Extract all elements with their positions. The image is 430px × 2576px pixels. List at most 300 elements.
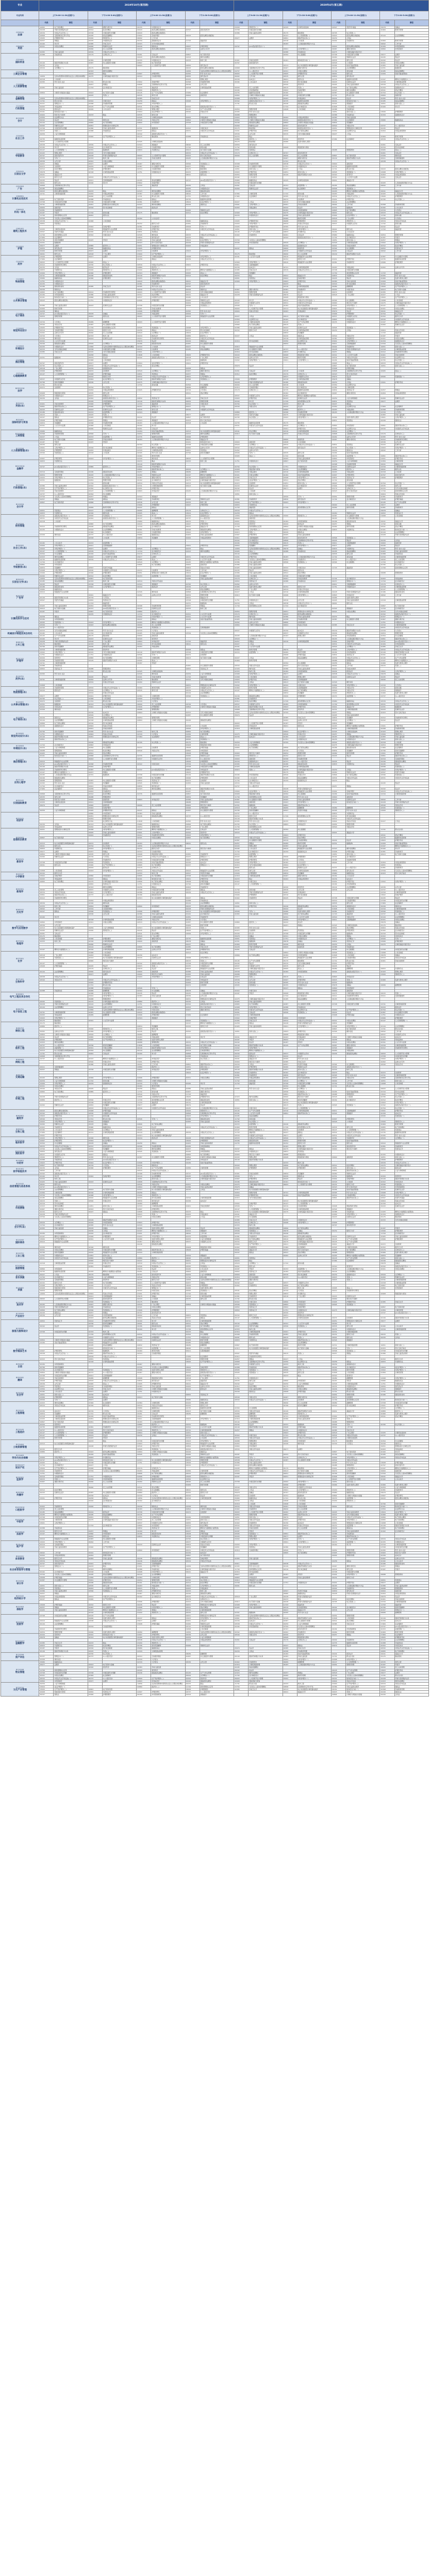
course-code: 00043	[137, 280, 151, 282]
course-name: 学前教育原理	[297, 618, 331, 621]
course-code: 03350	[331, 383, 345, 386]
course-name: 英美文学选读	[394, 493, 428, 495]
course-name: 预防医学(二)	[394, 733, 428, 735]
course-code: 02384	[137, 656, 151, 659]
course-name: 刑法学	[54, 583, 88, 585]
major-name: 英语	[18, 47, 23, 50]
course-code: 00518	[185, 356, 200, 359]
course-code: 00160	[283, 291, 297, 293]
course-name: 工作分析	[394, 594, 428, 596]
course-name: 零售学	[394, 236, 428, 239]
course-name: 比较教育	[151, 747, 185, 749]
course-code: 00795	[137, 741, 151, 743]
course-name: 预防医学(二)	[151, 269, 185, 272]
course-name: 线性代数(经管类)	[346, 793, 380, 795]
course-name: 民事诉讼法学	[102, 337, 136, 340]
course-code: 00381	[137, 201, 151, 204]
course-name: 中国现代文学史	[249, 395, 283, 397]
course-code: 00153	[331, 454, 345, 457]
course-name: 税收筹划	[297, 422, 331, 425]
course-code: 02384	[331, 386, 345, 389]
course-code: 00894	[234, 624, 249, 626]
course-code: 04735	[185, 198, 200, 200]
course-code: 04737	[283, 348, 297, 351]
course-code: 00249	[185, 288, 200, 291]
course-name: 经济法学	[151, 334, 185, 337]
course-name: 马克思主义基本原理概论	[297, 711, 331, 714]
course-code: 03002	[331, 790, 345, 793]
course-name: 大学语文	[151, 700, 185, 703]
course-name: 操作系统	[151, 457, 185, 460]
course-name: 幼儿园组织与管理	[200, 665, 234, 667]
course-name: 现代汉语	[151, 408, 185, 411]
course-name: 当代中国政治制度	[297, 201, 331, 204]
course-name: C++程序设计	[249, 785, 283, 787]
course-code: 03003	[234, 397, 249, 400]
course-code: 06088	[88, 667, 102, 670]
course-name: 会计制度设计	[151, 479, 185, 482]
course-code: 00600	[380, 94, 394, 97]
course-name: 科学·技术·社会	[54, 782, 88, 785]
course-code: 00831	[137, 372, 151, 375]
course-code: 03200	[88, 269, 102, 272]
course-code: 03201	[380, 752, 394, 754]
course-code: 02333	[234, 670, 249, 673]
course-name: 商品流通概论	[346, 184, 380, 187]
course-code: 00230	[331, 381, 345, 383]
course-code: 00797	[185, 29, 200, 31]
course-name: 行政组织理论	[394, 757, 428, 760]
course-code: 05677	[88, 547, 102, 550]
course-name: 市场信息学	[102, 744, 136, 747]
course-code: 00596	[137, 626, 151, 629]
course-name: 英语词汇学	[151, 397, 185, 400]
course-name: 公共关系学	[297, 736, 331, 738]
course-name: 中级财务会计	[297, 165, 331, 168]
course-name: 语言学概论	[151, 364, 185, 367]
course-code: 11743	[234, 506, 249, 509]
course-name: 护理学导论	[297, 280, 331, 282]
course-name: 当代中国政治制度	[200, 678, 234, 681]
column-course-heading: 课程	[249, 20, 283, 26]
course-code: 00318	[185, 725, 200, 727]
course-code: 00895	[137, 564, 151, 566]
course-code: 04184	[380, 73, 394, 75]
course-name: 比较教育	[102, 370, 136, 372]
course-code: 02326	[331, 681, 345, 684]
course-name: 发展与教育心理学	[346, 416, 380, 419]
course-name: 商品流通概论	[54, 580, 88, 583]
course-name: 国际私法	[297, 334, 331, 337]
course-name: 学前儿童语言教育	[54, 304, 88, 307]
course-name: 国际商务谈判	[394, 591, 428, 594]
course-code: 00895	[185, 730, 200, 733]
course-name: 幼儿园组织与管理	[102, 324, 136, 326]
course-code: 05677	[185, 414, 200, 416]
course-code: 10051	[380, 364, 394, 367]
course-name: 生物化学(三)	[249, 151, 283, 154]
course-code: 00162	[88, 146, 102, 149]
course-code: 02325	[137, 255, 151, 258]
course-name: 电子商务与金融	[249, 594, 283, 596]
course-code: 00144	[283, 468, 297, 471]
course-code: 02318	[380, 80, 394, 83]
course-code: 03004	[88, 378, 102, 381]
course-code: 00794	[88, 386, 102, 389]
course-code: 00185	[39, 580, 54, 583]
course-name: 古代汉语	[102, 381, 136, 383]
course-name: 法律文书写作	[249, 583, 283, 585]
course-name: 急救护理学	[102, 766, 136, 768]
course-name: 合同法	[54, 266, 88, 269]
course-code: 00897	[39, 198, 54, 200]
course-code: 11751	[380, 621, 394, 623]
course-name: 综合英语(二)	[346, 31, 380, 34]
course-code: 06092	[380, 594, 394, 596]
course-name: 综合英语(二)	[54, 698, 88, 700]
course-code: 00159	[380, 340, 394, 343]
course-code: 00227	[234, 334, 249, 337]
course-name: 中国当代文学作品选	[394, 776, 428, 779]
course-code: 06092	[380, 449, 394, 452]
course-code: 05175	[283, 31, 297, 34]
course-code: 00319	[137, 531, 151, 533]
course-code: 00152	[39, 176, 54, 179]
course-name: 学前比较教育	[249, 59, 283, 61]
course-name: 计算机基础与程序设计	[297, 212, 331, 214]
course-name: 高级英语	[297, 247, 331, 250]
course-code: 11744	[283, 386, 297, 389]
course-code: 00394	[380, 635, 394, 637]
course-code: 00897	[185, 793, 200, 795]
course-name: 中级财务会计	[151, 26, 185, 29]
course-name: 英语阅读(二)	[200, 694, 234, 697]
course-name: 组织行为学	[151, 223, 185, 225]
course-name: 当代中国政治制度	[102, 351, 136, 353]
course-code: 00043	[185, 67, 200, 70]
course-name: 社会研究方法	[102, 487, 136, 490]
course-name: 英语(二)	[54, 130, 88, 132]
course-name: 人力资源开发与管理	[151, 315, 185, 318]
course-name: 学前儿童语言教育	[249, 326, 283, 329]
course-code: 05679	[331, 310, 345, 312]
course-name: 法律文书写作	[249, 356, 283, 359]
course-code: 00531	[185, 228, 200, 230]
course-code: 00323	[137, 242, 151, 244]
course-code: 00185	[380, 100, 394, 103]
course-name: 民法学	[394, 719, 428, 722]
course-name: 当代中国政治制度	[54, 348, 88, 351]
course-code: 00405	[283, 457, 297, 460]
course-name: 线性代数(经管类)	[151, 430, 185, 432]
course-code: 03000	[380, 285, 394, 288]
course-name: 管理思想史	[102, 795, 136, 798]
course-code: 01848	[234, 574, 249, 577]
course-name: 员工关系管理	[249, 383, 283, 386]
course-code: 03709	[234, 558, 249, 561]
course-code: 00529	[88, 343, 102, 345]
course-code: 11751	[88, 299, 102, 301]
course-name: 预防医学(二)	[102, 269, 136, 272]
course-code: 00257	[39, 162, 54, 165]
course-code: 00532	[283, 299, 297, 301]
course-name: 英语语法	[346, 444, 380, 446]
course-code: 00227	[39, 435, 54, 438]
course-code: 02324	[331, 607, 345, 610]
course-code: 03001	[88, 585, 102, 588]
course-code: 00341	[39, 340, 54, 343]
course-code: 00891	[39, 738, 54, 741]
course-name: 中国现代文学史	[249, 301, 283, 304]
course-code: 00262	[283, 719, 297, 722]
course-code: 00318	[283, 383, 297, 386]
course-name: C++程序设计	[54, 626, 88, 629]
course-name: 质量管理(一)	[200, 171, 234, 173]
course-name: 中国行政史	[297, 684, 331, 686]
course-name: 学前教育学	[297, 288, 331, 291]
course-name: 中国法律思想史	[394, 174, 428, 176]
course-name: 计算机组成原理	[346, 242, 380, 244]
course-name: 行政组织理论	[151, 168, 185, 171]
course-code: 00043	[137, 48, 151, 50]
course-code: 00258	[185, 367, 200, 370]
course-name: 外科护理学(二)	[249, 280, 283, 282]
course-code: 00385	[331, 624, 345, 626]
course-code: 00529	[137, 547, 151, 550]
course-code: 00890	[137, 122, 151, 124]
course-code: 00537	[39, 378, 54, 381]
course-code: 03201	[185, 263, 200, 266]
course-name: 国际贸易实务(三)	[394, 425, 428, 427]
course-name: 合同法	[346, 329, 380, 331]
course-name: 人力资源开发与管理	[54, 141, 88, 143]
course-name: 急救护理学	[297, 89, 331, 91]
course-code: 00533	[88, 176, 102, 179]
course-name: 管理心理学	[297, 675, 331, 678]
course-name: 语言学概论	[200, 392, 234, 394]
course-code: 00157	[39, 103, 54, 105]
course-code: 00913	[234, 594, 249, 596]
course-code: 00187	[283, 722, 297, 724]
course-name: 软件工程	[200, 59, 234, 61]
course-code: 00831	[39, 223, 54, 225]
course-code: 03708	[185, 766, 200, 768]
course-name: 中国法律思想史	[102, 389, 136, 392]
course-code: 00261	[283, 233, 297, 236]
course-name: 数据结构	[54, 703, 88, 705]
course-code: 00184	[380, 45, 394, 48]
course-name: 综合英语(一)	[102, 386, 136, 389]
course-name: 管理学原理	[200, 400, 234, 402]
course-code: 00227	[234, 591, 249, 594]
course-code: 05680	[234, 179, 249, 181]
course-code: 11741	[88, 700, 102, 703]
course-name: 外国文学史	[346, 334, 380, 337]
course-code: 00537	[283, 376, 297, 378]
course-name: 中国文化概论	[394, 61, 428, 64]
course-code: 05679	[331, 376, 345, 378]
course-name: 西方行政学说史	[346, 372, 380, 375]
course-code: 00896	[331, 86, 345, 89]
course-code: 00233	[88, 113, 102, 116]
course-code: 02326	[39, 337, 54, 340]
course-name: 课程与教学论	[151, 162, 185, 165]
course-name: 计算机网络原理	[394, 465, 428, 468]
course-code: 03179	[283, 372, 297, 375]
course-code: 00898	[88, 755, 102, 757]
course-code: 11744	[39, 785, 54, 787]
course-code: 00595	[137, 326, 151, 329]
course-name: 学前卫生学	[249, 269, 283, 272]
course-name: 外国法制史	[346, 471, 380, 473]
course-code: 00245	[380, 127, 394, 129]
course-code: 02331	[88, 774, 102, 776]
course-name: 税法	[297, 282, 331, 285]
course-code: 02998	[185, 255, 200, 258]
course-code: 04747	[39, 763, 54, 766]
course-name: 经济法概论(财经类)	[54, 190, 88, 192]
course-name: 中国近现代史纲要	[200, 651, 234, 653]
course-code: 00162	[137, 479, 151, 482]
course-code: 00228	[331, 348, 345, 351]
course-name: 中国近现代史纲要	[151, 304, 185, 307]
course-code: 02331	[380, 705, 394, 708]
course-name: 计算机组成原理	[394, 348, 428, 351]
course-name: 电子商务英语	[54, 198, 88, 200]
course-code: 00261	[234, 370, 249, 372]
course-name: 民事诉讼法学	[102, 637, 136, 640]
course-name: 护理学导论	[249, 130, 283, 132]
course-code: 00263	[283, 97, 297, 99]
course-code: 00257	[380, 389, 394, 392]
course-name: 人力资源管理(一)	[394, 304, 428, 307]
course-code: 00539	[380, 83, 394, 86]
course-code: 00233	[331, 616, 345, 618]
course-name: 政治学概论	[200, 275, 234, 277]
course-code: 04737	[185, 517, 200, 520]
course-name: 护理教育导论	[200, 771, 234, 774]
course-name: 学前儿童家庭教育	[151, 632, 185, 634]
course-code: 05175	[234, 127, 249, 129]
course-code: 04741	[331, 727, 345, 730]
course-code: 00797	[283, 124, 297, 127]
course-name: 文学概论(一)	[151, 370, 185, 372]
course-code: 00387	[331, 515, 345, 517]
course-name: 组织行为学	[297, 755, 331, 757]
course-code: 06183	[380, 181, 394, 184]
course-code: 05678	[39, 171, 54, 173]
course-name: 中国近现代史纲要	[102, 31, 136, 34]
course-code: 00540	[331, 334, 345, 337]
course-name: 学前卫生学	[54, 351, 88, 353]
course-name: 外国文学史	[346, 686, 380, 689]
course-code: 03708	[185, 122, 200, 124]
course-name: 企业管理概论	[249, 744, 283, 747]
course-name: 高级英语	[200, 564, 234, 566]
course-name: 国际经济法概论	[54, 776, 88, 779]
course-name: 成本会计	[249, 266, 283, 269]
course-code: 05678	[380, 673, 394, 675]
course-name: 马克思主义基本原理概论	[394, 343, 428, 345]
course-name: 英语写作基础	[54, 599, 88, 602]
course-code: 00054	[283, 752, 297, 754]
course-code: 00388	[283, 580, 297, 583]
course-code: 00315	[380, 487, 394, 490]
course-code: 02325	[283, 26, 297, 29]
course-name: 妇产科护理学(二)	[151, 252, 185, 255]
course-name: 高级语言程序设计(一)	[297, 119, 331, 122]
course-name: 生物化学(三)	[151, 553, 185, 555]
course-code: 00405	[283, 534, 297, 536]
course-code: 00910	[283, 261, 297, 263]
course-name: 市场信息学	[151, 490, 185, 493]
course-code: 02316	[283, 430, 297, 432]
course-code: 03350	[234, 318, 249, 320]
course-name: 操作系统概论	[151, 204, 185, 206]
course-name: 国际贸易理论与实务	[54, 736, 88, 738]
course-name: 中级财务会计	[151, 59, 185, 61]
course-name: 行政法学	[249, 370, 283, 372]
course-name: 线性代数(经管类)	[200, 618, 234, 621]
course-name: 学前卫生学	[102, 42, 136, 45]
course-name: 税收筹划	[297, 31, 331, 34]
course-code: 00233	[88, 73, 102, 75]
course-name: 管理系统中计算机应用	[102, 736, 136, 738]
course-name: 现代汉语	[297, 75, 331, 78]
course-name: 商法(二)	[102, 261, 136, 263]
course-name: 学前教育原理	[102, 763, 136, 766]
course-code: 06183	[331, 736, 345, 738]
course-code: 00535	[137, 689, 151, 692]
course-code: 00015	[185, 520, 200, 522]
course-name: 社会研究方法	[297, 340, 331, 343]
course-name: 人力资源管理(一)	[54, 372, 88, 375]
course-name: 英语翻译	[200, 795, 234, 798]
major-name: 环境设计	[15, 347, 25, 350]
course-code: 07484	[380, 747, 394, 749]
course-code: 03005	[137, 389, 151, 392]
course-code: 00541	[185, 392, 200, 394]
course-code: 00323	[331, 372, 345, 375]
major-cell	[1, 26, 39, 43]
course-code: 00401	[234, 59, 249, 61]
course-name: 行政法学	[151, 427, 185, 430]
course-code: 00316	[88, 446, 102, 449]
course-code: 00341	[234, 255, 249, 258]
course-name: 国际经济法概论	[102, 717, 136, 719]
course-name: 基础会计学	[346, 705, 380, 708]
course-code: 00245	[380, 782, 394, 785]
course-name: 毛泽东思想和中国特色社会主义理论体系概论	[102, 345, 136, 348]
course-name: 社会研究方法	[346, 383, 380, 386]
course-name: 跨文化交际	[346, 94, 380, 97]
course-name: 文学概论(一)	[346, 719, 380, 722]
course-name: 中国古代文学作品选(一)	[200, 151, 234, 154]
course-code: 00890	[283, 621, 297, 623]
course-name: 科学·技术·社会	[394, 547, 428, 550]
course-name: C++程序设计	[346, 558, 380, 561]
course-name: 公务员制度	[102, 220, 136, 223]
course-code: 02313	[88, 703, 102, 705]
course-name: 操作系统	[151, 673, 185, 675]
course-code: 00247	[137, 618, 151, 621]
course-code: 00596	[185, 162, 200, 165]
course-name: 数据结构	[54, 356, 88, 359]
course-name: 写作(一)	[151, 654, 185, 656]
course-name: 人员素质测评理论与方法	[151, 438, 185, 440]
course-code: 00533	[185, 233, 200, 236]
course-code: 00894	[234, 94, 249, 97]
